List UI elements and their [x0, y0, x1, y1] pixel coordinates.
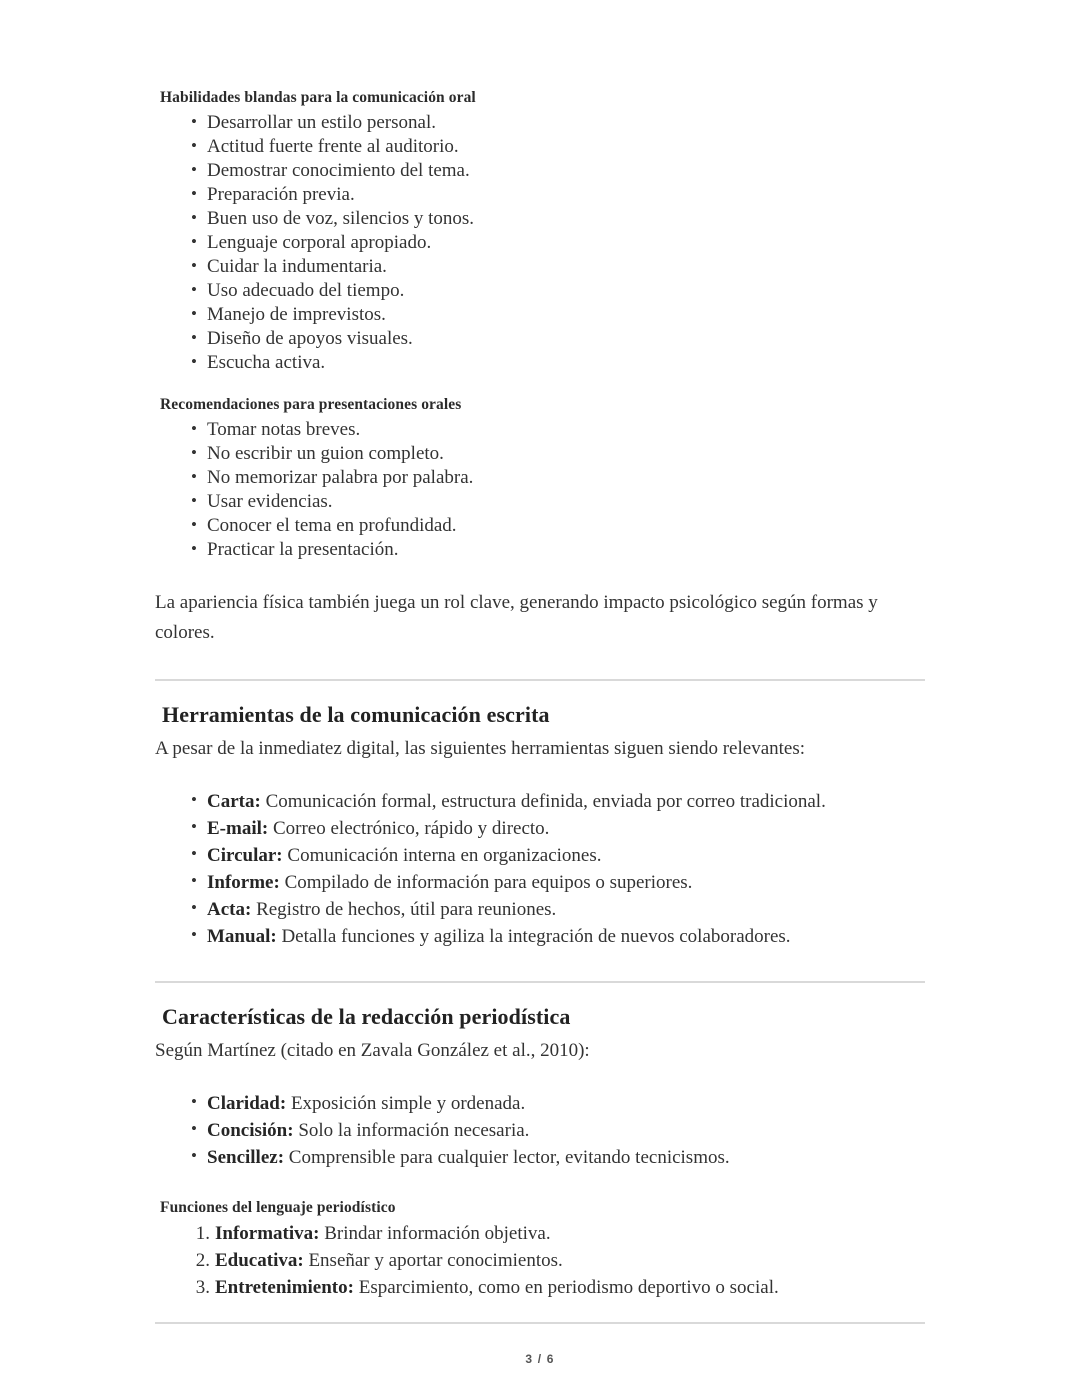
item-text: Correo electrónico, rápido y directo. — [272, 818, 550, 840]
list-item: • Lenguaje corporal apropiado. — [155, 231, 925, 255]
list-item: • Buen uso de voz, silencios y tonos. — [155, 207, 925, 231]
item-text: Comunicación formal, estructura definida, enviada por correo tradicional. — [265, 791, 826, 813]
spacer — [155, 562, 925, 588]
item-label: Claridad: — [207, 1093, 287, 1115]
item-label: Carta: — [207, 791, 261, 813]
spacer — [155, 665, 925, 679]
document-content — [155, 88, 925, 1324]
list-item: • Actitud fuerte frente al auditorio. — [155, 135, 925, 159]
list-item: • Desarrollar un estilo personal. — [155, 111, 925, 135]
spacer — [155, 681, 925, 701]
spacer — [155, 1302, 925, 1322]
list-item — [155, 897, 925, 924]
list-item: • Manejo de imprevistos. — [155, 303, 925, 327]
item-text: Enseñar y aportar conocimientos. — [308, 1249, 563, 1271]
list-item — [155, 924, 925, 951]
item-label: E-mail: — [207, 818, 269, 840]
item-text: Solo la información necesaria. — [298, 1120, 530, 1142]
paragraph-written-tools-intro: A pesar de la inmediatez digital, las siguientes herramientas siguen siendo relevantes: — [155, 737, 806, 759]
item-text: Registro de hechos, útil para reuniones. — [256, 899, 557, 921]
list-item: • Demostrar conocimiento del tema. — [155, 159, 925, 183]
list-soft-skills — [155, 111, 925, 375]
spacer — [155, 983, 925, 1003]
list-item — [155, 1275, 925, 1302]
list-item: • Uso adecuado del tiempo. — [155, 279, 925, 303]
item-text: Esparcimiento, como en periodismo deportivo o social. — [358, 1276, 779, 1298]
list-journalistic-functions — [155, 1221, 925, 1302]
item-label: Educativa: — [215, 1249, 304, 1271]
item-label: Informe: — [207, 872, 280, 894]
list-item — [155, 843, 925, 870]
list-item: • Diseño de apoyos visuales. — [155, 327, 925, 351]
item-label: Entretenimiento: — [215, 1276, 354, 1298]
spacer — [155, 1172, 925, 1198]
paragraph-appearance: La apariencia física también juega un rol clave, generando impacto psicológico según formas y colores. — [155, 592, 878, 643]
item-label: Manual: — [207, 926, 277, 948]
item-label: Concisión: — [207, 1120, 294, 1142]
spacer — [155, 375, 925, 395]
list-item: • Tomar notas breves. — [155, 418, 925, 442]
item-text: Exposición simple y ordenada. — [290, 1093, 526, 1115]
list-item: • Escucha activa. — [155, 351, 925, 375]
spacer — [155, 769, 925, 789]
item-label: Acta: — [207, 899, 252, 921]
list-item — [155, 1118, 925, 1145]
list-item: • No escribir un guion completo. — [155, 442, 925, 466]
list-written-tools — [155, 789, 925, 951]
list-item — [155, 1091, 925, 1118]
item-text: Detalla funciones y agiliza la integración de nuevos colaboradores. — [281, 926, 791, 948]
list-item — [155, 1221, 925, 1248]
list-item: • Usar evidencias. — [155, 490, 925, 514]
item-text: Comprensible para cualquier lector, evitando tecnicismos. — [288, 1147, 730, 1169]
heading-journalistic-writing: Características de la redacción periodística — [162, 1004, 571, 1030]
item-text: Comunicación interna en organizaciones. — [287, 845, 602, 867]
item-label: Circular: — [207, 845, 283, 867]
list-item — [155, 1145, 925, 1172]
paragraph-journalistic-intro: Según Martínez (citado en Zavala González et al., 2010): — [155, 1039, 590, 1061]
list-item — [155, 1248, 925, 1275]
subheading-recommendations: Recomendaciones para presentaciones orales — [160, 396, 462, 414]
list-item — [155, 816, 925, 843]
list-item: • Practicar la presentación. — [155, 538, 925, 562]
item-text: Compilado de información para equipos o superiores. — [284, 872, 693, 894]
list-recommendations — [155, 418, 925, 562]
list-item: • Preparación previa. — [155, 183, 925, 207]
list-item — [155, 870, 925, 897]
list-item: • Cuidar la indumentaria. — [155, 255, 925, 279]
list-journalistic-traits — [155, 1091, 925, 1172]
heading-written-tools: Herramientas de la comunicación escrita — [162, 702, 550, 728]
spacer — [155, 1071, 925, 1091]
list-item: • Conocer el tema en profundidad. — [155, 514, 925, 538]
spacer — [155, 951, 925, 981]
subheading-journalistic-functions: Funciones del lenguaje periodístico — [160, 1199, 396, 1217]
item-label: Informativa: — [215, 1222, 320, 1244]
item-text: Brindar información objetiva. — [324, 1222, 551, 1244]
list-item — [155, 789, 925, 816]
section-divider — [155, 1322, 925, 1324]
list-item: • No memorizar palabra por palabra. — [155, 466, 925, 490]
page-number-footer: 3 / 6 — [525, 1352, 555, 1366]
item-label: Sencillez: — [207, 1147, 285, 1169]
subheading-soft-skills: Habilidades blandas para la comunicación oral — [160, 89, 476, 106]
